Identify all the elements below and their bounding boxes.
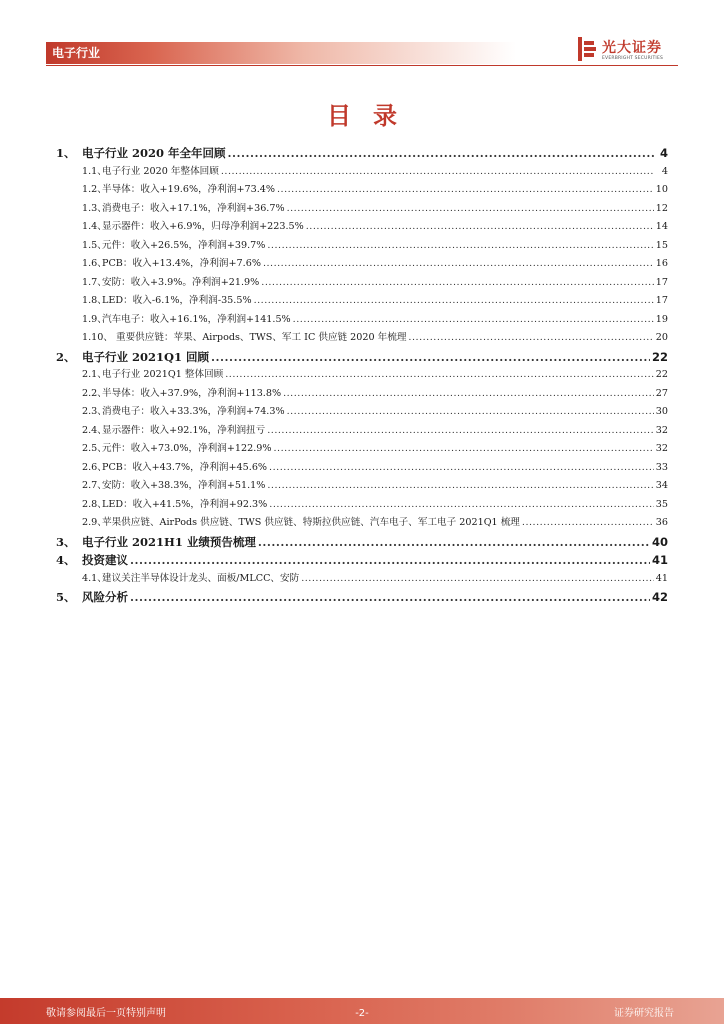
toc-entry-page: 10 — [655, 184, 668, 195]
toc-entry-number: 1.1、 — [82, 165, 107, 177]
footer-page-number: -2- — [355, 1008, 369, 1019]
header-band — [46, 42, 516, 64]
toc-entry-number: 5、 — [56, 590, 76, 604]
toc-entry-section[interactable] — [56, 292, 668, 311]
toc-dot-leader — [267, 422, 654, 441]
toc-entry-page: 34 — [655, 480, 668, 491]
toc-entry-title: 苹果供应链、AirPods 供应链、TWS 供应链、特斯拉供应链、汽车电子、军工电子 2021Q1 梳理 — [102, 517, 520, 528]
toc-entry-number: 2、 — [56, 349, 76, 364]
toc-dot-leader — [261, 274, 654, 293]
toc-dot-leader — [228, 144, 654, 163]
footer-report-type: 证券研究报告 — [614, 1008, 674, 1019]
toc-dot-leader — [283, 385, 654, 404]
toc-entry-title: 安防：收入+3.9%。净利润+21.9% — [102, 276, 260, 288]
toc-entry-number: 2.3、 — [82, 406, 107, 417]
toc-entry-number: 2.9、 — [82, 517, 107, 528]
toc-dot-leader — [254, 292, 654, 311]
toc-dot-leader — [263, 255, 654, 274]
toc-entry-page: 41 — [651, 553, 668, 567]
toc-dot-leader — [130, 551, 650, 570]
footer-disclaimer: 敬请参阅最后一页特别声明 — [46, 1008, 166, 1019]
toc-entry-section[interactable] — [56, 181, 668, 200]
header-divider — [46, 65, 678, 66]
toc-dot-leader — [522, 514, 654, 533]
toc-entry-page: 14 — [655, 221, 668, 232]
logo-mark-icon — [576, 36, 598, 62]
toc-entry-section[interactable] — [56, 200, 668, 219]
toc-entry-number: 2.4、 — [82, 424, 107, 436]
toc-entry-page: 22 — [655, 369, 668, 380]
toc-title: 目录 — [327, 102, 419, 130]
toc-entry-title: 消费电子：收入+17.1%，净利润+36.7% — [102, 202, 285, 214]
toc-entry-number: 1.9、 — [82, 313, 107, 325]
toc-entry-title: 电子行业 2020 年全年回顾 — [82, 146, 226, 160]
toc-entry-page: 42 — [651, 590, 668, 604]
toc-entry-section[interactable] — [56, 403, 668, 422]
toc-entry-title: PCB：收入+43.7%，净利润+45.6% — [102, 461, 268, 473]
table-of-contents — [56, 144, 668, 607]
toc-entry-section[interactable] — [56, 311, 668, 330]
toc-dot-leader — [130, 588, 650, 607]
toc-dot-leader — [225, 366, 654, 385]
toc-entry-page: 32 — [655, 443, 668, 454]
toc-dot-leader — [306, 218, 654, 237]
toc-entry-number: 4、 — [56, 553, 76, 567]
toc-entry-title: 电子行业 2020 年整体回顾 — [102, 165, 219, 177]
toc-entry-title: 半导体：收入+19.6%，净利润+73.4% — [102, 184, 275, 195]
toc-entry-title: 显示器件：收入+92.1%，净利润扭亏 — [102, 424, 266, 436]
toc-entry-page: 4 — [661, 165, 668, 177]
toc-entry-number: 4.1、 — [82, 572, 107, 584]
toc-entry-page: 40 — [651, 534, 668, 549]
toc-entry-page: 35 — [655, 498, 668, 510]
toc-entry-number: 1.3、 — [82, 202, 107, 214]
toc-dot-leader — [269, 496, 654, 515]
logo-text-cn: 光大证券 — [602, 40, 662, 56]
toc-entry-section[interactable] — [56, 237, 668, 256]
toc-dot-leader — [267, 477, 653, 496]
toc-dot-leader — [221, 163, 654, 182]
toc-entry-title: 电子行业 2021Q1 回顾 — [82, 349, 210, 364]
toc-entry-title: 元件：收入+73.0%，净利润+122.9% — [102, 443, 272, 454]
toc-dot-leader — [293, 311, 654, 330]
toc-dot-leader — [408, 329, 653, 348]
toc-entry-page: 12 — [655, 202, 668, 214]
toc-entry-section[interactable] — [56, 496, 668, 515]
toc-dot-leader — [301, 570, 654, 589]
toc-entry-title: 重要供应链：苹果、Airpods、TWS、军工 IC 供应链 2020 年梳理 — [116, 332, 407, 343]
toc-entry-title: 半导体：收入+37.9%，净利润+113.8% — [102, 387, 282, 399]
toc-dot-leader — [273, 440, 653, 459]
toc-entry-chapter[interactable] — [56, 348, 668, 367]
toc-entry-chapter[interactable] — [56, 533, 668, 552]
toc-entry-section[interactable] — [56, 366, 668, 385]
toc-entry-page: 17 — [655, 295, 668, 306]
toc-entry-title: 电子行业 2021Q1 整体回顾 — [102, 369, 224, 380]
toc-entry-page: 30 — [655, 406, 668, 417]
toc-entry-title: PCB：收入+13.4%，净利润+7.6% — [102, 258, 261, 269]
toc-entry-page: 22 — [651, 349, 668, 364]
toc-entry-section[interactable] — [56, 163, 668, 182]
toc-dot-leader — [211, 348, 650, 367]
toc-entry-page: 41 — [655, 572, 668, 584]
toc-entry-section[interactable] — [56, 570, 668, 589]
toc-entry-page: 17 — [655, 276, 668, 288]
toc-entry-page: 27 — [655, 387, 668, 399]
toc-entry-number: 1.6、 — [82, 258, 107, 269]
toc-entry-number: 2.1、 — [82, 369, 107, 380]
toc-entry-chapter[interactable] — [56, 551, 668, 570]
toc-entry-number: 1.10、 — [82, 332, 113, 343]
toc-entry-title: 元件：收入+26.5%，净利润+39.7% — [102, 239, 266, 251]
toc-entry-chapter[interactable] — [56, 144, 668, 163]
toc-entry-number: 1、 — [56, 146, 76, 160]
toc-entry-chapter[interactable] — [56, 588, 668, 607]
toc-entry-title: 显示器件：收入+6.9%，归母净利润+223.5% — [102, 221, 304, 232]
toc-entry-number: 3、 — [56, 534, 76, 549]
toc-entry-title: 安防：收入+38.3%，净利润+51.1% — [102, 480, 266, 491]
toc-entry-section[interactable] — [56, 255, 668, 274]
toc-dot-leader — [269, 459, 654, 478]
toc-entry-title: LED：收入+41.5%，净利润+92.3% — [102, 498, 268, 510]
toc-dot-leader — [287, 200, 654, 219]
toc-entry-title: LED：收入-6.1%，净利润-35.5% — [102, 295, 252, 306]
toc-entry-number: 2.2、 — [82, 387, 107, 399]
logo-text-en: EVERBRIGHT SECURITIES — [602, 56, 664, 61]
toc-entry-page: 4 — [659, 146, 668, 160]
toc-entry-title: 投资建议 — [82, 553, 128, 567]
toc-entry-section[interactable] — [56, 329, 668, 348]
toc-entry-number: 1.4、 — [82, 221, 107, 232]
toc-dot-leader — [287, 403, 654, 422]
toc-entry-number: 1.2、 — [82, 184, 107, 195]
toc-entry-number: 2.8、 — [82, 498, 107, 510]
toc-entry-page: 19 — [655, 313, 668, 325]
toc-entry-section[interactable] — [56, 514, 668, 533]
toc-entry-title: 电子行业 2021H1 业绩预告梳理 — [82, 534, 256, 549]
toc-entry-number: 1.5、 — [82, 239, 107, 251]
toc-entry-page: 15 — [655, 239, 668, 251]
toc-dot-leader — [258, 533, 650, 552]
toc-entry-number: 2.7、 — [82, 480, 107, 491]
section-label: 电子行业 — [52, 46, 101, 60]
toc-entry-number: 2.5、 — [82, 443, 107, 454]
toc-entry-title: 风险分析 — [82, 590, 128, 604]
toc-entry-title: 汽车电子：收入+16.1%，净利润+141.5% — [102, 313, 291, 325]
toc-entry-page: 32 — [655, 424, 668, 436]
toc-dot-leader — [267, 237, 653, 256]
toc-entry-number: 1.8、 — [82, 295, 107, 306]
toc-entry-section[interactable] — [56, 274, 668, 293]
company-logo — [576, 36, 676, 64]
toc-entry-page: 33 — [655, 461, 668, 473]
toc-entry-section[interactable] — [56, 385, 668, 404]
toc-entry-title: 消费电子：收入+33.3%，净利润+74.3% — [102, 406, 285, 417]
toc-entry-section[interactable] — [56, 459, 668, 478]
toc-entry-section[interactable] — [56, 477, 668, 496]
toc-entry-number: 2.6、 — [82, 461, 107, 473]
toc-entry-title: 建议关注半导体设计龙头、面板/MLCC、安防 — [102, 572, 300, 584]
toc-entry-page: 16 — [655, 258, 668, 269]
toc-entry-section[interactable] — [56, 422, 668, 441]
toc-entry-page: 20 — [655, 332, 668, 343]
toc-entry-section[interactable] — [56, 218, 668, 237]
toc-entry-section[interactable] — [56, 440, 668, 459]
toc-entry-page: 36 — [655, 517, 668, 528]
toc-entry-number: 1.7、 — [82, 276, 107, 288]
toc-dot-leader — [277, 181, 654, 200]
